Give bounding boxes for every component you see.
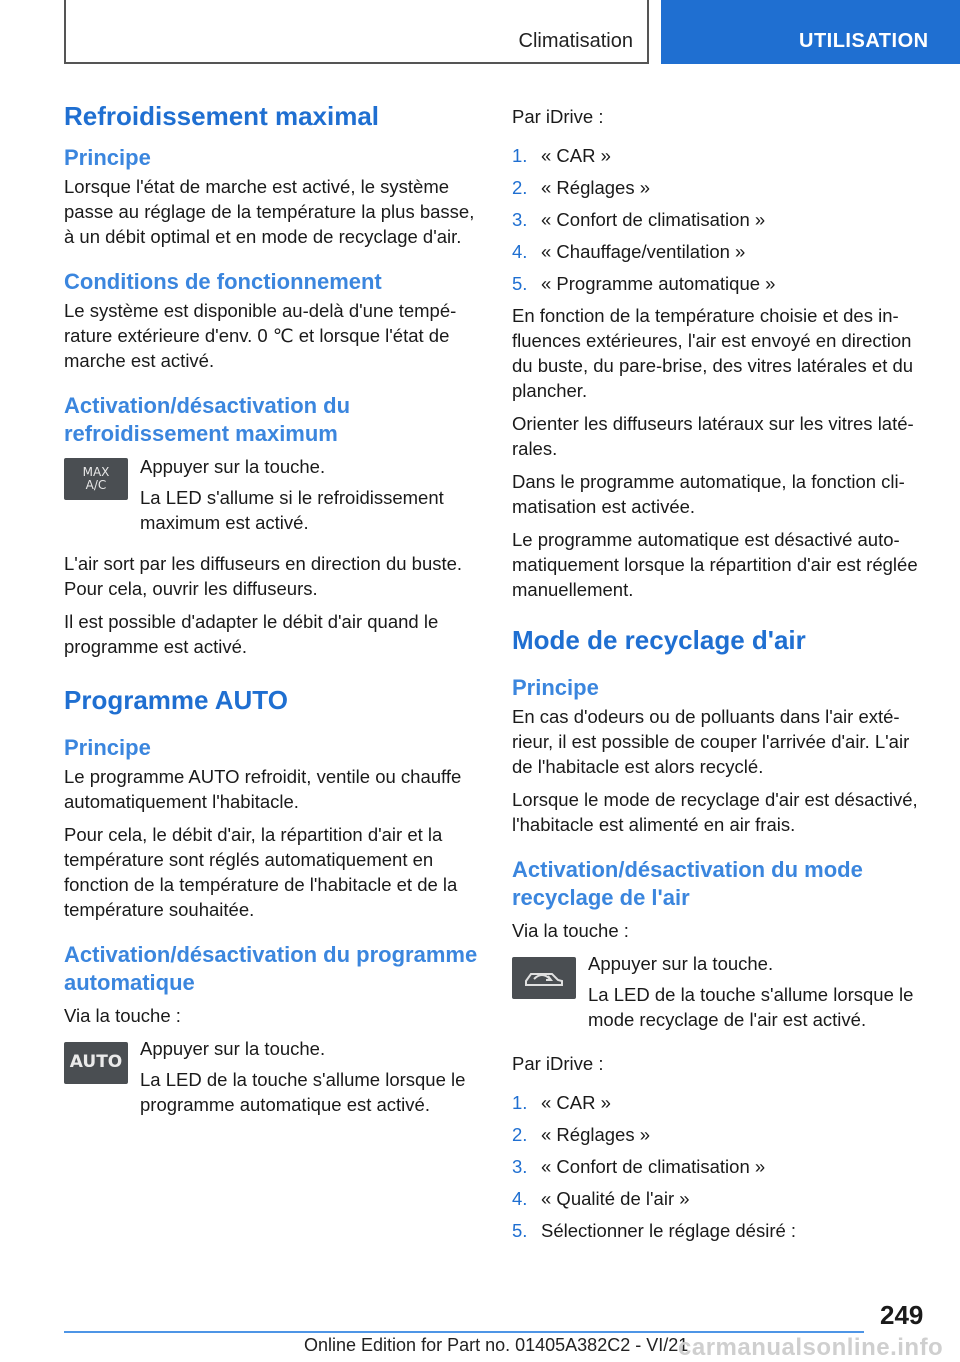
- auto-key-label: AUTO: [69, 1052, 123, 1072]
- max-ac-button-icon: [64, 458, 128, 500]
- text-right-1: En fonction de la température choisie et des influences extérieures, l'air est envoyé en direction du buste, du pare-brise, des vitres latérales et du plancher.: [512, 305, 914, 401]
- heading-principe-3: Principe: [512, 675, 599, 700]
- text-right-5: En cas d'odeurs ou de polluants dans l'air extérieur, il est possible de couper l'arrivée d'air. L'air de l'habitacle est alors recyclé.: [512, 706, 910, 777]
- heading-activation-max: Activation/désactivation du refroidissement maximum: [64, 393, 351, 446]
- key-auto-block: [64, 1036, 480, 1117]
- recirculation-car-icon: [522, 965, 566, 991]
- text-led-1: La LED s'allume si le refroidissement maximum est activé.: [140, 487, 444, 533]
- header-chapter-tab: [661, 0, 960, 64]
- text-right-2: Orienter les diffuseurs latéraux sur les vitres latérales.: [512, 413, 914, 459]
- heading-recyclage: Mode de recyclage d'air: [512, 625, 806, 655]
- list-item: 3. « Confort de climatisation »: [512, 1156, 766, 1177]
- max-ac-key-line1: MAX: [82, 465, 110, 479]
- list-item: 1. « CAR »: [512, 145, 611, 166]
- heading-programme-auto: Programme AUTO: [64, 685, 288, 715]
- text-press-key-1: Appuyer sur la touche.: [140, 456, 326, 477]
- key-recycle-block: [512, 951, 928, 1032]
- text-right-6: Lorsque le mode de recyclage d'air est désactivé, l'habitacle est alimenté en air frais.: [512, 789, 918, 835]
- text-right-4: Le programme automatique est désactivé automatiquement lorsque la répartition d'air est réglée manuellement.: [512, 529, 918, 600]
- heading-max-cooling: Refroidissement maximal: [64, 101, 380, 131]
- page-number: 249: [880, 1300, 924, 1330]
- watermark-logo: carmanualsonline.info: [678, 1334, 944, 1361]
- max-ac-key-line2: A/C: [85, 478, 107, 492]
- heading-conditions: Conditions de fonctionnement: [64, 269, 382, 294]
- list-item: 5. Sélectionner le réglage désiré :: [512, 1220, 797, 1241]
- text-press-key-2: Appuyer sur la touche.: [140, 1038, 326, 1059]
- text-right-3: Dans le programme automatique, la fonction climatisation est activée.: [512, 471, 905, 517]
- list-item: 2. « Réglages »: [512, 1124, 651, 1145]
- left-column: [64, 100, 480, 1117]
- text-idrive-1: Par iDrive :: [512, 106, 604, 127]
- text-press-key-3: Appuyer sur la touche.: [588, 953, 774, 974]
- footer-edition-text: Online Edition for Part no. 01405A382C2 - VI/21: [304, 1335, 689, 1355]
- text-air-2: Il est possible d'adapter le débit d'air quand le programme est activé.: [64, 611, 439, 657]
- text-air-1: L'air sort par les diffuseurs en direction du buste. Pour cela, ouvrir les diffuseurs.: [64, 553, 463, 599]
- header-chapter-label: UTILISATION: [799, 30, 929, 52]
- list-item: 4. « Chauffage/ventilation »: [512, 241, 746, 262]
- text-auto-2: Pour cela, le débit d'air, la répartition d'air et la température sont réglés automatiquement en fonction de la température de l'habitacle et de la température souhaitée.: [64, 824, 458, 920]
- text-principe-1: Lorsque l'état de marche est activé, le système passe au réglage de la température la plus basse, à un débit optimal et en mode de recyclage d'air.: [64, 176, 475, 247]
- recirculation-button-icon: [512, 957, 576, 999]
- text-idrive-2: Par iDrive :: [512, 1053, 604, 1074]
- header-section-title: Climatisation: [518, 30, 633, 52]
- idrive-list-1: [512, 143, 928, 296]
- footer-divider: [64, 1331, 864, 1333]
- list-item: 5. « Programme automatique »: [512, 273, 776, 294]
- heading-activation-auto: Activation/désactivation du programme automatique: [64, 942, 478, 995]
- text-led-2: La LED de la touche s'allume lorsque le programme automatique est activé.: [140, 1069, 466, 1115]
- text-auto-1: Le programme AUTO refroidit, ventile ou chauffe automatiquement l'habitacle.: [64, 766, 462, 812]
- list-item: 2. « Réglages »: [512, 177, 651, 198]
- list-item: 3. « Confort de climatisation »: [512, 209, 766, 230]
- header-section-box: [64, 0, 649, 64]
- heading-activation-recycle: Activation/désactivation du mode recyclage de l'air: [512, 857, 863, 910]
- list-item: 1. « CAR »: [512, 1092, 611, 1113]
- heading-principe-1: Principe: [64, 145, 151, 170]
- idrive-list-2: [512, 1090, 928, 1243]
- heading-principe-2: Principe: [64, 735, 151, 760]
- text-led-3: La LED de la touche s'allume lorsque le mode recyclage de l'air est activé.: [588, 984, 914, 1030]
- list-item: 4. « Qualité de l'air »: [512, 1188, 690, 1209]
- key-max-ac-block: [64, 454, 480, 535]
- text-via-key-2: Via la touche :: [512, 920, 629, 941]
- text-conditions: Le système est disponible au-delà d'une température extérieure d'env. 0 ℃ et lorsque l'état de marche est activé.: [64, 300, 457, 371]
- text-via-key-1: Via la touche :: [64, 1005, 181, 1026]
- auto-button-icon: [64, 1042, 128, 1084]
- right-column: [512, 100, 928, 1250]
